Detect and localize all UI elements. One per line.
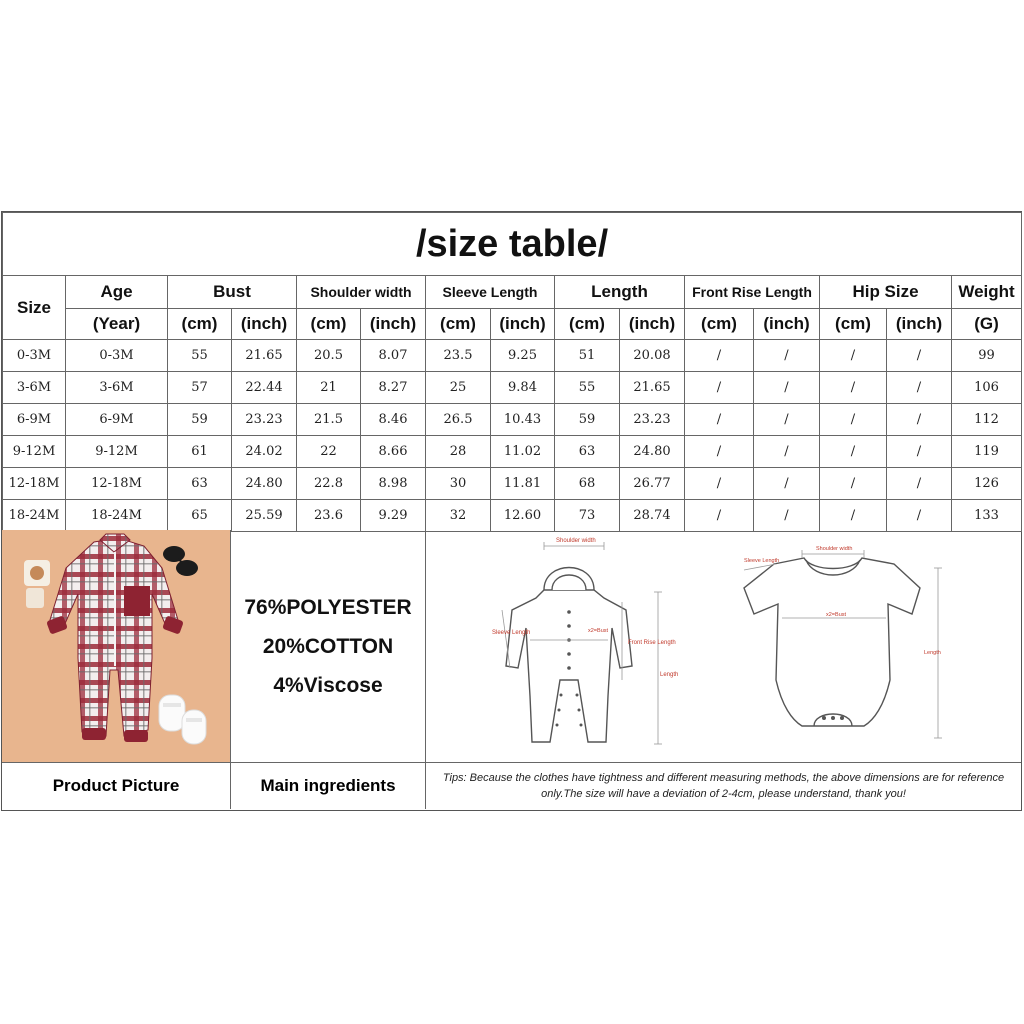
cell-hip-cm: / (820, 436, 887, 468)
label-bust: x2=Bust (588, 628, 609, 634)
cell-hip-in: / (887, 372, 952, 404)
unit-gram: (G) (952, 309, 1022, 340)
cell-sh-cm: 20.5 (297, 340, 361, 372)
cell-fr-in: / (754, 404, 820, 436)
cell-len-cm: 55 (555, 372, 620, 404)
label-length: Length (660, 672, 679, 678)
ingredient-cotton: 20%COTTON (262, 634, 394, 658)
cell-fr-in: / (754, 340, 820, 372)
cell-weight: 106 (952, 372, 1022, 404)
unit-inch: (inch) (754, 309, 820, 340)
unit-inch: (inch) (361, 309, 426, 340)
cell-sl-cm: 23.5 (426, 340, 491, 372)
cell-bust-in: 21.65 (232, 340, 297, 372)
cell-fr-cm: / (685, 404, 754, 436)
cell-sl-in: 11.02 (491, 436, 555, 468)
cell-age: 3-6M (66, 372, 168, 404)
label-bodysuit-shoulder-width: Shoulder width (816, 546, 853, 552)
cell-sl-cm: 26.5 (426, 404, 491, 436)
unit-cm: (cm) (297, 309, 361, 340)
unit-cm: (cm) (555, 309, 620, 340)
cell-size: 6-9M (3, 404, 66, 436)
unit-inch: (inch) (620, 309, 685, 340)
cell-sh-in: 8.46 (361, 404, 426, 436)
cell-bust-in: 24.80 (232, 468, 297, 500)
cell-size: 18-24M (3, 500, 66, 532)
bottom-section (2, 530, 1021, 809)
cell-bust-cm: 57 (168, 372, 232, 404)
main-ingredients-label: Main ingredients (231, 763, 426, 809)
cell-sh-cm: 21 (297, 372, 361, 404)
cell-fr-cm: / (685, 500, 754, 532)
cell-fr-in: / (754, 372, 820, 404)
cell-bust-cm: 63 (168, 468, 232, 500)
cell-weight: 126 (952, 468, 1022, 500)
cell-weight: 99 (952, 340, 1022, 372)
cell-fr-cm: / (685, 468, 754, 500)
unit-inch: (inch) (887, 309, 952, 340)
unit-cm: (cm) (426, 309, 491, 340)
label-bodysuit-bust: x2=Bust (826, 612, 847, 618)
cell-sl-cm: 28 (426, 436, 491, 468)
cell-len-cm: 51 (555, 340, 620, 372)
table-row (3, 372, 1022, 404)
cell-weight: 112 (952, 404, 1022, 436)
cell-len-cm: 63 (555, 436, 620, 468)
cell-bust-cm: 55 (168, 340, 232, 372)
cell-hip-cm: / (820, 500, 887, 532)
cell-sh-cm: 22 (297, 436, 361, 468)
label-sleeve-length: Sleeve Length (492, 630, 531, 636)
cell-sl-cm: 30 (426, 468, 491, 500)
cell-sl-cm: 25 (426, 372, 491, 404)
cell-fr-cm: / (685, 340, 754, 372)
cell-len-cm: 59 (555, 404, 620, 436)
cell-bust-in: 25.59 (232, 500, 297, 532)
cell-sl-cm: 32 (426, 500, 491, 532)
col-header-size: Size (3, 276, 66, 340)
cell-weight: 119 (952, 436, 1022, 468)
ingredient-viscose: 4%Viscose (273, 673, 383, 697)
cell-fr-in: / (754, 500, 820, 532)
cell-len-in: 28.74 (620, 500, 685, 532)
cell-age: 9-12M (66, 436, 168, 468)
col-header-age: Age (66, 276, 168, 309)
cell-sl-in: 10.43 (491, 404, 555, 436)
cell-size: 9-12M (3, 436, 66, 468)
cell-fr-cm: / (685, 436, 754, 468)
unit-inch: (inch) (491, 309, 555, 340)
table-row (3, 340, 1022, 372)
cell-fr-cm: / (685, 372, 754, 404)
size-table (2, 212, 1022, 532)
cell-sh-cm: 21.5 (297, 404, 361, 436)
cell-hip-in: / (887, 404, 952, 436)
product-picture-label: Product Picture (2, 763, 231, 809)
cell-len-cm: 73 (555, 500, 620, 532)
cell-age: 12-18M (66, 468, 168, 500)
tips-note: Tips: Because the clothes have tightness and different measuring methods, the above dimensions are for reference only.The size will have a deviation of 2-4cm, please understand, thank you! (442, 772, 1005, 800)
col-header-front-rise-length: Front Rise Length (685, 276, 820, 309)
table-row (3, 468, 1022, 500)
table-row (3, 500, 1022, 532)
romper-photo-image (2, 530, 231, 763)
unit-cm: (cm) (820, 309, 887, 340)
cell-hip-in: / (887, 468, 952, 500)
cell-fr-in: / (754, 468, 820, 500)
col-header-bust: Bust (168, 276, 297, 309)
cell-sl-in: 9.84 (491, 372, 555, 404)
size-chart-sheet (1, 211, 1022, 811)
cell-age: 6-9M (66, 404, 168, 436)
cell-hip-cm: / (820, 468, 887, 500)
cell-sh-cm: 22.8 (297, 468, 361, 500)
unit-cm: (cm) (685, 309, 754, 340)
cell-bust-in: 22.44 (232, 372, 297, 404)
cell-fr-in: / (754, 436, 820, 468)
cell-size: 0-3M (3, 340, 66, 372)
cell-bust-cm: 59 (168, 404, 232, 436)
ingredients-cell (231, 530, 426, 763)
cell-len-in: 20.08 (620, 340, 685, 372)
cell-bust-cm: 65 (168, 500, 232, 532)
cell-hip-in: / (887, 340, 952, 372)
cell-sh-cm: 23.6 (297, 500, 361, 532)
bodysuit-snaps (822, 716, 844, 720)
cell-weight: 133 (952, 500, 1022, 532)
ingredient-polyester: 76%POLYESTER (244, 595, 412, 619)
cell-len-cm: 68 (555, 468, 620, 500)
label-shoulder-width: Shoulder width (556, 538, 596, 544)
bodysuit-outline-icon (744, 558, 920, 726)
cell-bust-in: 24.02 (232, 436, 297, 468)
cell-sh-in: 9.29 (361, 500, 426, 532)
cell-len-in: 21.65 (620, 372, 685, 404)
measurement-diagram (426, 530, 1021, 763)
cell-sl-in: 11.81 (491, 468, 555, 500)
cell-hip-cm: / (820, 404, 887, 436)
unit-cm: (cm) (168, 309, 232, 340)
table-row (3, 436, 1022, 468)
label-bodysuit-sleeve-length: Sleeve Length (744, 558, 780, 564)
cell-len-in: 23.23 (620, 404, 685, 436)
col-header-length: Length (555, 276, 685, 309)
cell-sh-in: 8.27 (361, 372, 426, 404)
unit-year: (Year) (66, 309, 168, 340)
cell-sl-in: 12.60 (491, 500, 555, 532)
col-header-hip-size: Hip Size (820, 276, 952, 309)
label-front-rise-length: Front Rise Length (628, 640, 676, 646)
table-title: /size table/ (3, 213, 1022, 276)
cell-hip-cm: / (820, 372, 887, 404)
cell-sl-in: 9.25 (491, 340, 555, 372)
cell-size: 3-6M (3, 372, 66, 404)
cell-age: 0-3M (66, 340, 168, 372)
cell-sh-in: 8.07 (361, 340, 426, 372)
measurement-diagram-svg (426, 530, 1021, 763)
label-bodysuit-length: Length (924, 650, 941, 656)
table-row (3, 404, 1022, 436)
cell-sh-in: 8.98 (361, 468, 426, 500)
cell-hip-in: / (887, 436, 952, 468)
cell-hip-cm: / (820, 340, 887, 372)
cell-bust-cm: 61 (168, 436, 232, 468)
col-header-sleeve-length: Sleeve Length (426, 276, 555, 309)
product-photo (2, 530, 231, 763)
col-header-shoulder-width: Shoulder width (297, 276, 426, 309)
cell-age: 18-24M (66, 500, 168, 532)
cell-hip-in: / (887, 500, 952, 532)
unit-inch: (inch) (232, 309, 297, 340)
cell-size: 12-18M (3, 468, 66, 500)
cell-bust-in: 23.23 (232, 404, 297, 436)
cell-sh-in: 8.66 (361, 436, 426, 468)
cell-len-in: 26.77 (620, 468, 685, 500)
col-header-weight: Weight (952, 276, 1022, 309)
cell-len-in: 24.80 (620, 436, 685, 468)
